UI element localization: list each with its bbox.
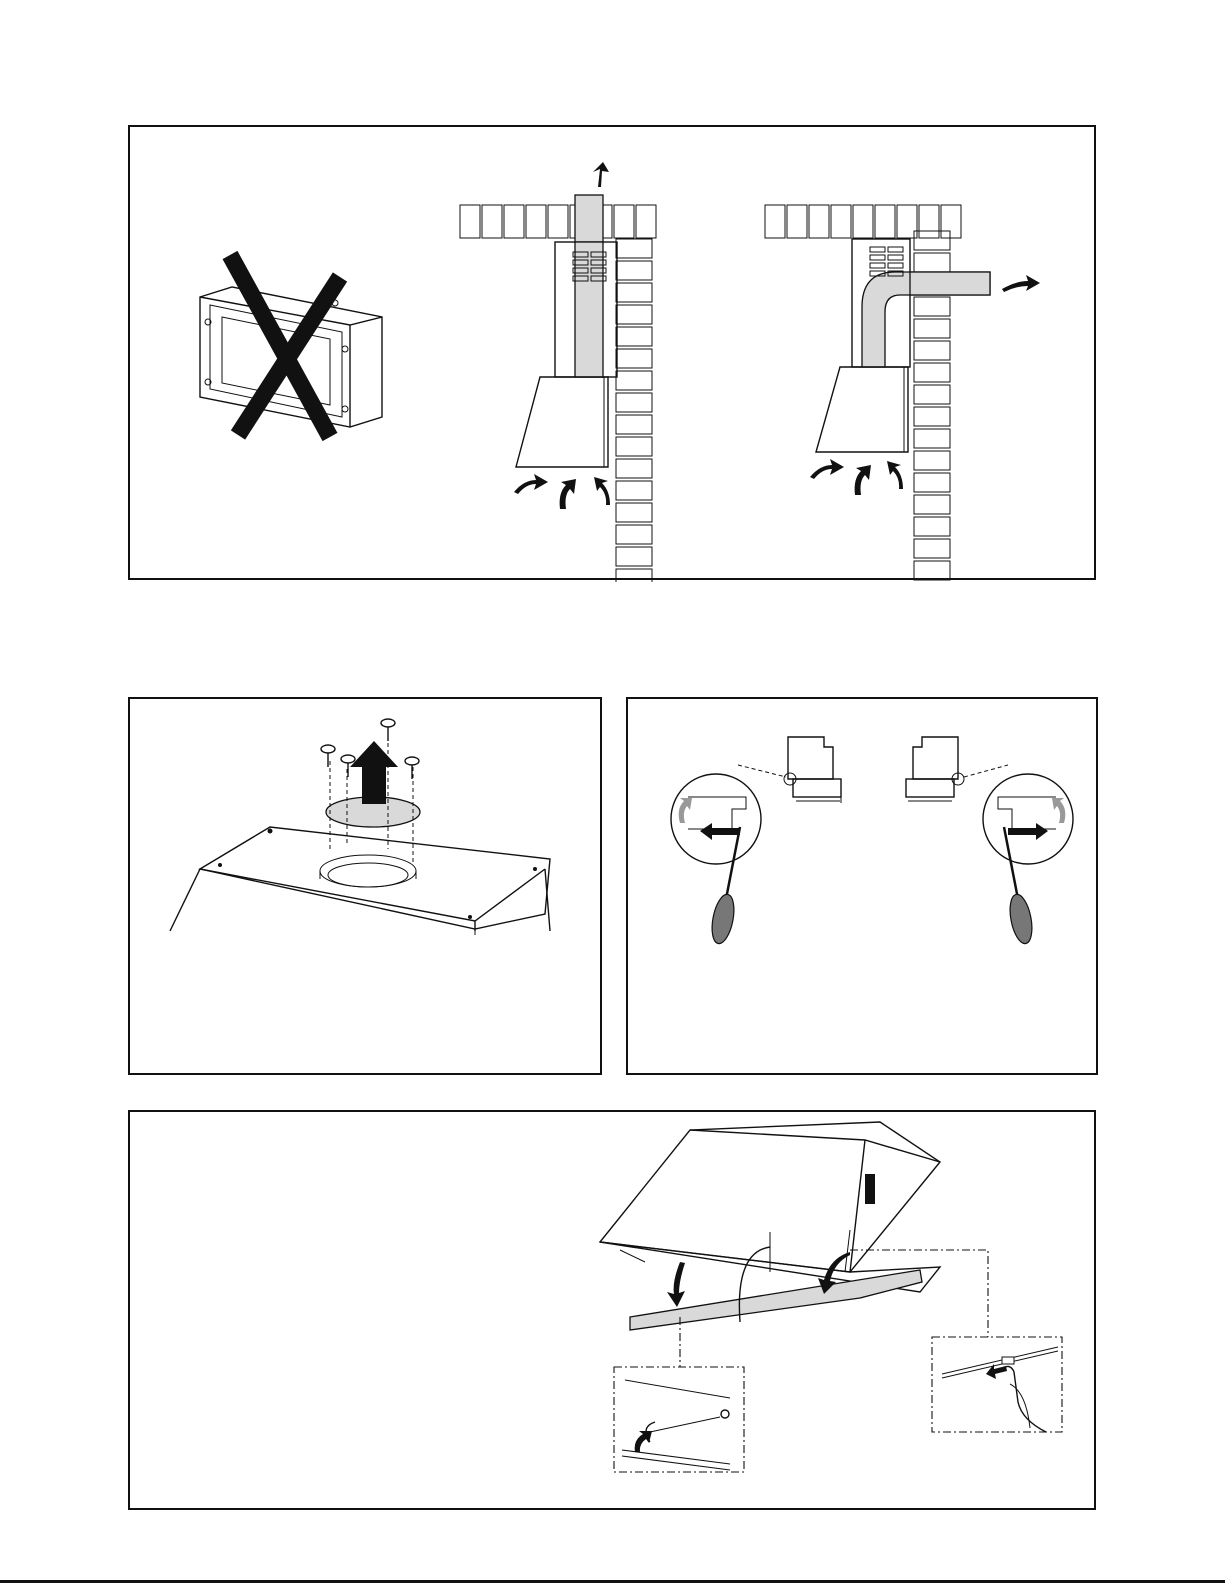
screwdriver-icon: [708, 827, 740, 945]
vertical-exhaust-icon: [460, 162, 656, 582]
filter-removal-illustration: [130, 1112, 1098, 1512]
panel-remove-top-cover: [128, 697, 602, 1075]
crossed-out-box-icon: [200, 255, 382, 437]
finger-latch-icon: [932, 1337, 1062, 1432]
mounting-options-illustration: [130, 127, 1098, 582]
panel-mounting-options: [128, 125, 1096, 580]
release-clips-illustration: [628, 699, 1100, 1077]
remove-cover-illustration: [130, 699, 604, 1077]
page-bottom-rule: [0, 1580, 1225, 1583]
panel-filter-removal: [128, 1110, 1096, 1510]
arrow-up-icon: [350, 741, 398, 804]
safety-cable-icon: [614, 1367, 744, 1472]
filter-panel-icon: [630, 1247, 922, 1330]
horizontal-exhaust-icon: [765, 205, 1040, 582]
arrow-left-icon: [700, 823, 740, 840]
panel-release-clips: [626, 697, 1098, 1075]
arrow-right-icon: [1008, 823, 1048, 840]
